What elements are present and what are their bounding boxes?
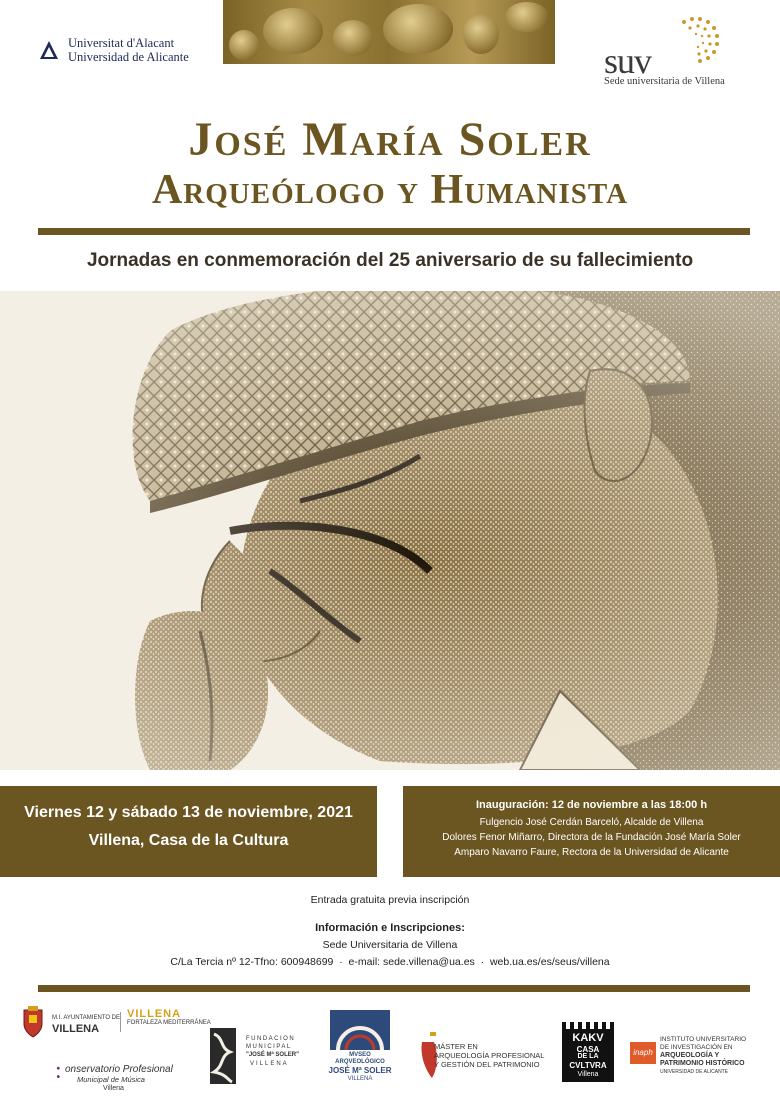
fundacion-line2: MUNICIPAL (246, 1044, 292, 1050)
suv-wordmark: suv (604, 41, 652, 81)
inauguration-panel (403, 786, 780, 877)
villena-brand-tagline: FORTALEZA MEDITERRÁNEA (127, 1020, 211, 1026)
villena-brand-logo (127, 1008, 211, 1034)
kakv-line2: CASA (576, 1045, 600, 1054)
museo-line2: ARQVEOLÓGICO (335, 1059, 385, 1065)
soler-portrait (0, 291, 780, 770)
contact-line: C/La Tercia nº 12-Tfno: 600948699 · e-mail: sede.villena@ua.es · web.ua.es/es/seus/villena (170, 956, 610, 968)
coat-of-arms-icon (22, 1006, 44, 1038)
event-date: Viernes 12 y sábado 13 de noviembre, 2021 (24, 804, 353, 821)
museo-line3: JOSÉ Mª SOLER (328, 1066, 392, 1075)
event-date-panel (0, 786, 377, 877)
poster-title-role: Arqueólogo y Humanista (151, 167, 629, 213)
fundacion-logo (208, 1028, 308, 1084)
suv-subtitle: Sede universitaria de Villena (604, 76, 725, 87)
ayuntamiento-name: VILLENA (52, 1023, 100, 1035)
conservatorio-city: Villena (103, 1085, 124, 1092)
kakv-line5: Villena (577, 1071, 599, 1078)
inaph-line1: INSTITUTO UNIVERSITARIO (660, 1036, 747, 1043)
inaph-mark: inaph (630, 1042, 656, 1064)
suv-logo (604, 14, 754, 90)
master-line2: ARQUEOLOGÍA PROFESIONAL (434, 1051, 545, 1060)
inaph-line2: DE INVESTIGACIÓN EN (660, 1044, 733, 1051)
registration-heading: Información e Inscripciones: (315, 922, 465, 934)
kakv-line1: KAKV (572, 1032, 604, 1044)
film-strip-icon (562, 1022, 614, 1029)
conservatorio-logo (55, 1058, 175, 1102)
villena-brand-name: VILLENA (127, 1008, 182, 1020)
poster-subtitle: Jornadas en conmemoración del 25 aniversario de su fallecimiento (86, 250, 694, 271)
fundacion-line3: "JOSÉ Mª SOLER" (246, 1052, 299, 1058)
museo-line1: MVSEO (349, 1052, 371, 1058)
inaph-line4: PATRIMONIO HISTÓRICO (660, 1060, 745, 1067)
fundacion-line1: FUNDACION (246, 1036, 296, 1042)
ua-logo (38, 36, 189, 64)
kakv-line3: DE LA (577, 1053, 599, 1060)
registration-venue: Sede Universitaria de Villena (322, 939, 458, 951)
conservatorio-sub: Municipal de Música (77, 1075, 145, 1084)
speaker-line: Fulgencio José Cerdán Barceló, Alcalde de Villena (479, 817, 704, 828)
ua-name-valencian: Universitat d'Alacant (68, 36, 175, 50)
speaker-line: Amparo Navarro Faure, Rectora de la Universidad de Alicante (454, 847, 729, 858)
ua-emblem-icon (38, 39, 60, 61)
speaker-line: Dolores Fenor Miñarro, Directora de la Fundación José María Soler (442, 832, 741, 843)
poster-title-name: José María Soler (188, 113, 592, 166)
fundacion-line4: VILLENA (250, 1061, 289, 1067)
title-divider (38, 228, 750, 235)
inaph-logo (630, 1034, 772, 1082)
inauguration-heading: Inauguración: 12 de noviembre a las 18:00 h (475, 799, 708, 811)
free-entry-note: Entrada gratuita previa inscripción (310, 894, 470, 906)
clef-icon: : (55, 1058, 62, 1084)
conservatorio-name: onservatorio Profesional (65, 1064, 173, 1075)
footer-divider (38, 985, 750, 992)
inaph-line5: UNIVERSIDAD DE ALICANTE (660, 1069, 729, 1075)
fundacion-emblem-icon (208, 1028, 238, 1084)
museo-arch-icon (330, 1010, 390, 1050)
ayuntamiento-logo (22, 1006, 121, 1040)
master-line1: MÁSTER EN (434, 1042, 478, 1051)
inaph-line3: ARQUEOLOGÍA Y (660, 1052, 720, 1059)
ayuntamiento-label: M.I. AYUNTAMIENTO DE (52, 1015, 121, 1021)
event-place: Villena, Casa de la Cultura (88, 832, 289, 849)
ua-name-spanish: Universidad de Alicante (68, 50, 189, 64)
logo-separator (120, 1012, 121, 1032)
museo-logo (330, 1010, 390, 1084)
master-logo (418, 1030, 548, 1080)
casa-cultura-logo (562, 1022, 614, 1082)
kakv-line4: CVLTVRA (569, 1061, 607, 1070)
master-line3: Y GESTIÓN DEL PATRIMONIO (434, 1060, 540, 1069)
header-artifacts-photo (223, 0, 555, 64)
museo-line4: VILLENA (347, 1076, 373, 1082)
